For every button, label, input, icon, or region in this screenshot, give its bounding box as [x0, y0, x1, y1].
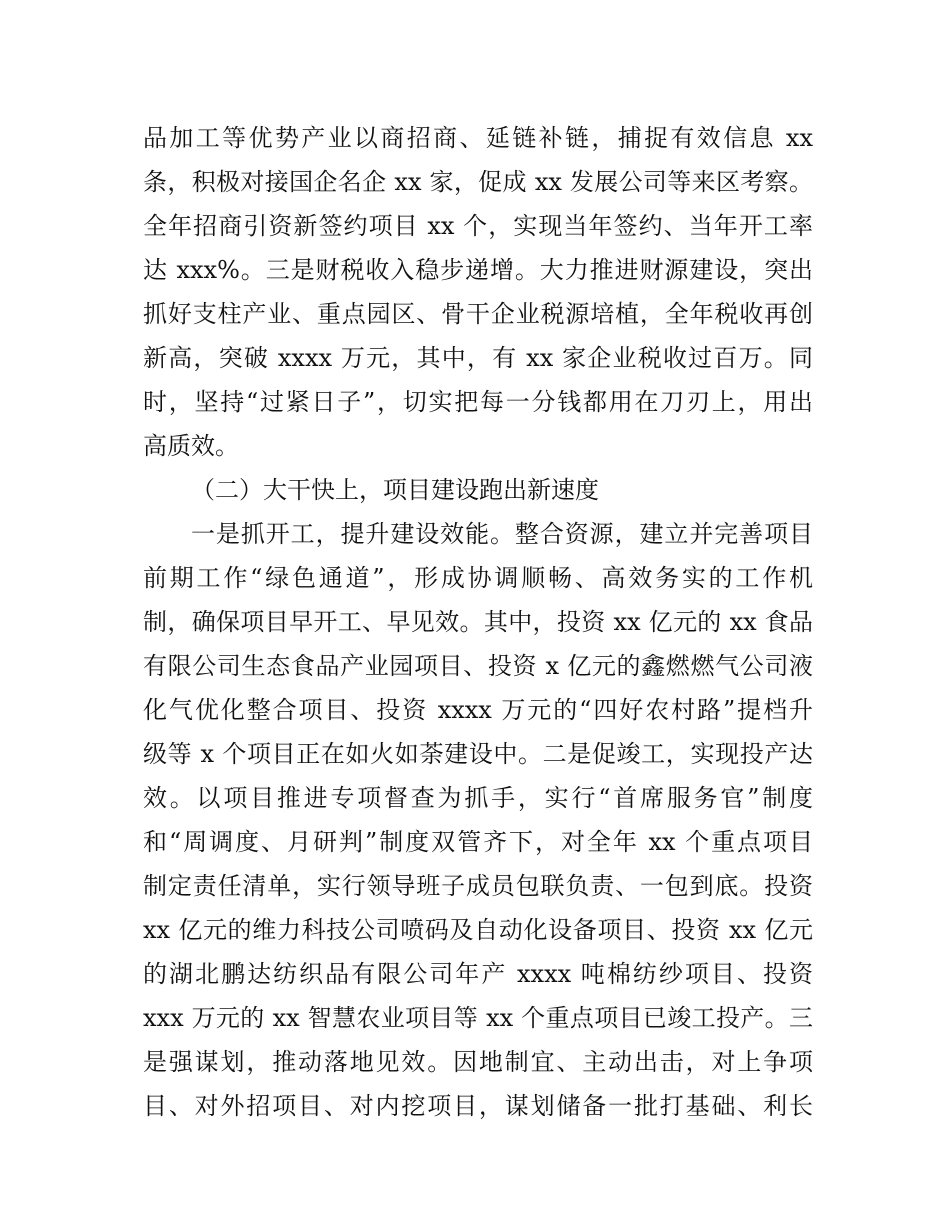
text-line-2: 条，积极对接国企名企 xx 家，促成 xx 发展公司等来区考察。	[143, 168, 813, 196]
text-line-12: 制，确保项目早开工、早见效。其中，投资 xx 亿元的 xx 食品	[143, 608, 813, 636]
text-line-17: 和“周调度、月研判”制度双管齐下，对全年 xx 个重点项目	[143, 828, 813, 856]
text-line-14: 化气优化整合项目、投资 xxxx 万元的“四好农村路”提档升	[143, 696, 813, 724]
text-line-21: xxx 万元的 xx 智慧农业项目等 xx 个重点项目已竣工投产。三	[143, 1004, 813, 1032]
text-line-5: 抓好支柱产业、重点园区、骨干企业税源培植，全年税收再创	[143, 300, 813, 328]
text-line-13: 有限公司生态食品产业园项目、投资 x 亿元的鑫燃燃气公司液	[143, 652, 813, 680]
text-line-16: 效。以项目推进专项督查为抓手，实行“首席服务官”制度	[143, 784, 813, 812]
text-line-11: 前期工作“绿色通道”，形成协调顺畅、高效务实的工作机	[143, 564, 813, 592]
text-line-23: 目、对外招项目、对内挖项目，谋划储备一批打基础、利长	[143, 1092, 813, 1120]
text-line-10: 一是抓开工，提升建设效能。整合资源，建立并完善项目	[191, 520, 813, 548]
text-line-15: 级等 x 个项目正在如火如荼建设中。二是促竣工，实现投产达	[143, 740, 813, 768]
text-line-3: 全年招商引资新签约项目 xx 个，实现当年签约、当年开工率	[143, 212, 813, 240]
text-line-6: 新高，突破 xxxx 万元，其中，有 xx 家企业税收过百万。同	[143, 344, 813, 372]
document-body	[143, 116, 813, 1128]
text-line-18: 制定责任清单，实行领导班子成员包联负责、一包到底。投资	[143, 872, 813, 900]
text-line-4: 达 xxx%。三是财税收入稳步递增。大力推进财源建设，突出	[143, 256, 813, 284]
text-line-20: 的湖北鹏达纺织品有限公司年产 xxxx 吨棉纺纱项目、投资	[143, 960, 813, 988]
text-line-19: xx 亿元的维力科技公司喷码及自动化设备项目、投资 xx 亿元	[143, 916, 813, 944]
section-heading: （二）大干快上，项目建设跑出新速度	[191, 476, 599, 504]
text-line-8: 高质效。	[143, 432, 239, 460]
text-line-1: 品加工等优势产业以商招商、延链补链，捕捉有效信息 xx	[143, 124, 813, 152]
text-line-7: 时，坚持“过紧日子”，切实把每一分钱都用在刀刃上，用出	[143, 388, 813, 416]
text-line-22: 是强谋划，推动落地见效。因地制宜、主动出击，对上争项	[143, 1048, 813, 1076]
